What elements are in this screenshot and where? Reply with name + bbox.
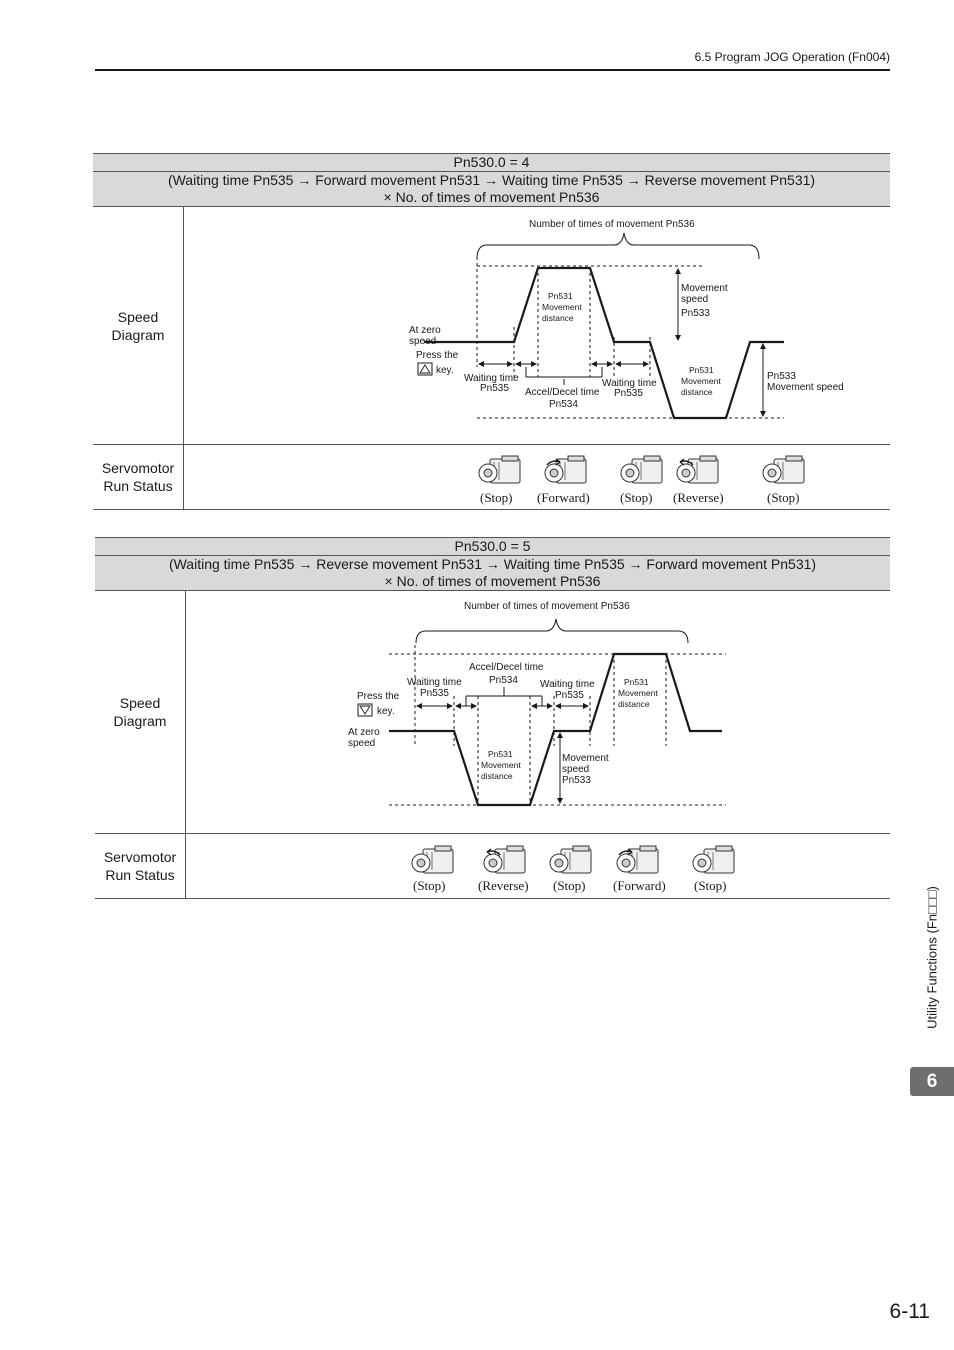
table-sequence [95,556,890,591]
run-status-text: (Stop) [694,878,727,893]
servomotor-stop-icon [479,456,520,483]
label-line: Diagram [113,713,167,729]
distance-label: distance [618,699,650,709]
sequence-line-1: (Waiting time Pn535 → Reverse movement Pn531 → Waiting time Pn535 → Forward movement Pn531) [168,556,817,572]
sequence-line-2: × No. of times of movement Pn536 [383,189,600,205]
label-line: Servomotor [101,460,175,476]
accel-decel-label: Pn534 [549,399,578,410]
movement-label: Movement [481,760,521,770]
chapter-title-text: Utility Functions (Fn□□□) [924,886,940,1029]
run-status-1 [184,445,890,509]
reverse-speed-label: Movement speed [767,382,844,393]
run-status-label [95,834,186,898]
run-status-row [93,445,890,510]
run-status-text: (Reverse) [478,878,529,893]
run-status-cell [184,445,890,509]
press-label: Press the [357,691,400,702]
speed-diagram-1 [184,207,890,444]
times-label: Number of times of movement Pn536 [529,219,695,230]
run-status-cell [186,834,890,898]
run-status-text: (Stop) [413,878,446,893]
speed-diagram-row [93,207,890,445]
times-brace [416,619,688,643]
servomotor-stop-icon [621,456,662,483]
speed-profile [424,268,784,418]
run-status-row [95,834,890,899]
table-title: Pn530.0 = 5 [95,537,890,556]
run-status-text: (Stop) [767,490,800,505]
page-number: 6-11 [889,1300,930,1323]
servomotor-stop-icon [763,456,804,483]
movement-speed-label: Movement [681,283,728,294]
speed-diagram-cell [186,591,890,833]
key-label: key. [377,706,395,717]
waiting-time-label: Pn535 [420,688,449,699]
accel-decel-label: Pn534 [489,675,518,686]
movement-speed-label: Pn533 [562,775,591,786]
label-line: Speed [117,308,159,325]
table-title: Pn530.0 = 4 [93,153,890,172]
run-status-text: (Stop) [553,878,586,893]
key-label: key. [436,365,454,376]
at-zero-label: speed [348,738,376,749]
table-pn530-5 [95,537,890,899]
distance-label: distance [681,387,713,397]
run-status-text: (Reverse) [673,490,724,505]
chapter-tab: 6 [910,1067,954,1096]
run-status-text: (Forward) [613,878,666,893]
sequence-line-1: (Waiting time Pn535 → Forward movement Pn531 → Waiting time Pn535 → Reverse movement Pn531) [167,172,816,188]
pn531-label: Pn531 [548,291,573,301]
down-key-icon [358,704,372,716]
accel-decel-label: Accel/Decel time [469,662,544,673]
run-status-2 [186,834,890,898]
movement-label: Movement [618,688,658,698]
table-sequence [93,172,890,207]
servomotor-forward-icon [545,456,586,483]
label-line: Servomotor [103,849,177,865]
run-status-text: (Forward) [537,490,590,505]
movement-label: Movement [681,376,721,386]
at-zero-label: speed [409,336,437,347]
table-pn530-4 [93,153,890,510]
at-zero-label: At zero [409,325,441,336]
label-line: Diagram [111,326,165,343]
waiting-time-label: Waiting time [602,378,657,389]
pn531-label: Pn531 [689,365,714,375]
distance-label: distance [542,313,574,323]
press-label: Press the [416,350,459,361]
waiting-time-label: Pn535 [480,383,509,394]
movement-speed-label: Pn533 [681,308,710,319]
servomotor-stop-icon [550,846,591,873]
speed-diagram-label [95,591,186,833]
movement-label: Movement [542,302,582,312]
label-line: Run Status [105,867,175,883]
speed-diagram-cell [184,207,890,444]
servomotor-reverse-icon [484,846,525,873]
servomotor-stop-icon [412,846,453,873]
run-status-text: (Stop) [620,490,653,505]
waiting-time-label: Pn535 [555,690,584,701]
run-status-label [93,445,184,509]
speed-diagram-row [95,591,890,834]
pn531-label: Pn531 [624,677,649,687]
speed-diagram-2 [186,591,890,833]
pn531-label: Pn531 [488,749,513,759]
servomotor-forward-icon [617,846,658,873]
label-line: Run Status [103,478,173,494]
speed-diagram-label [93,207,184,444]
run-status-text: (Stop) [480,490,513,505]
waiting-time-label: Waiting time [464,373,519,384]
up-key-icon [418,363,432,375]
sequence-line-2: × No. of times of movement Pn536 [384,573,601,589]
at-zero-label: At zero [348,727,380,738]
label-line: Speed [119,695,161,711]
header-rule [95,69,890,71]
waiting-time-label: Waiting time [407,677,462,688]
movement-speed-label: speed [681,294,709,305]
section-title: 6.5 Program JOG Operation (Fn004) [694,50,890,64]
distance-label: distance [481,771,513,781]
reverse-speed-label: Pn533 [767,371,796,382]
waiting-time-label: Waiting time [540,679,595,690]
waiting-time-label: Pn535 [614,388,643,399]
movement-speed-label: Movement [562,753,609,764]
chapter-side-title [912,870,940,1050]
servomotor-reverse-icon [677,456,718,483]
times-label: Number of times of movement Pn536 [464,601,630,612]
movement-speed-label: speed [562,764,590,775]
times-brace [477,233,759,259]
accel-decel-label: Accel/Decel time [525,387,600,398]
servomotor-stop-icon [693,846,734,873]
